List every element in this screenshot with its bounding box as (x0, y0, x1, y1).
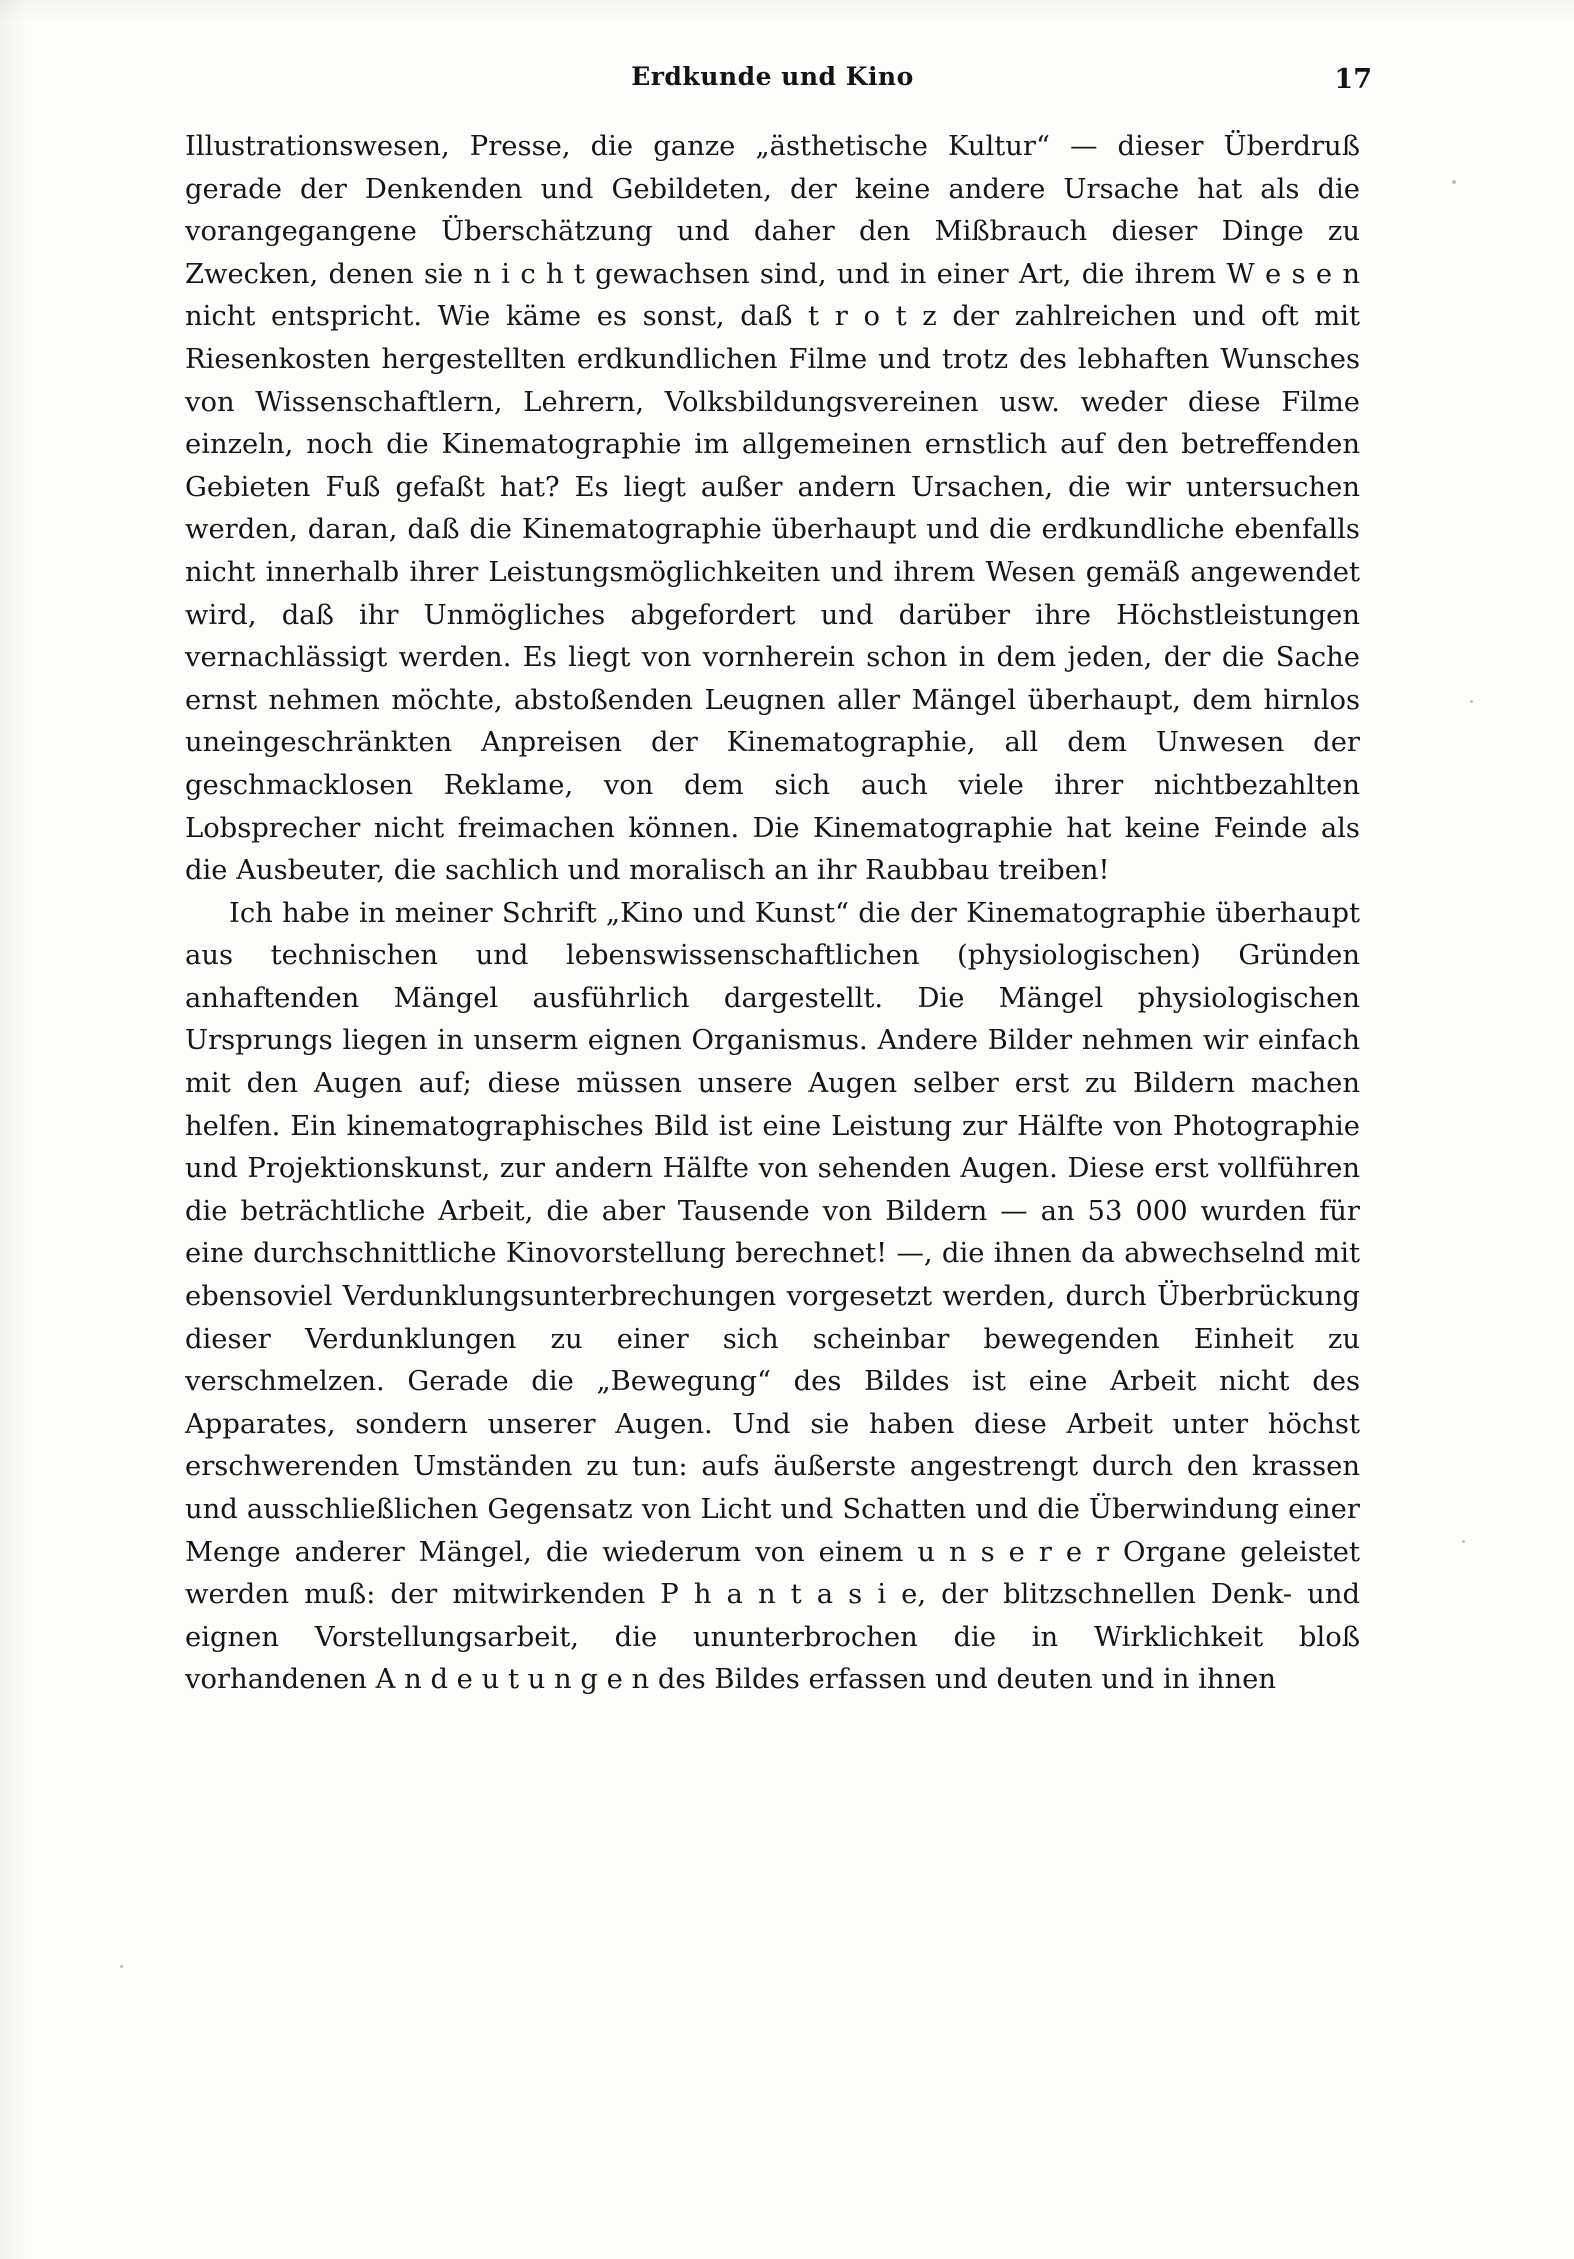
paragraph-2: Ich habe in meiner Schrift „Kino und Kunst“ die der Kinematographie überhaupt aus technischen und lebenswissenschaftlichen (physiologischen) Gründen anhaftenden Mängel ausführlich dargestellt. Die Mängel physiologischen Ursprungs liegen in unserm eignen Organismus. Andere Bilder nehmen wir einfach mit den Augen auf; diese müssen unsere Augen selber erst zu Bildern machen helfen. Ein kinematographisches Bild ist eine Leistung zur Hälfte von Photographie und Projektionskunst, zur andern Hälfte von sehenden Augen. Diese erst vollführen die beträchtliche Arbeit, die aber Tausende von Bildern — an 53 000 wurden für eine durchschnittliche Kinovorstellung berechnet! —, die ihnen da abwechselnd mit ebensoviel Verdunklungsunterbrechungen vorgesetzt werden, durch Überbrückung dieser Verdunklungen zu einer sich scheinbar bewegenden Einheit zu verschmelzen. Gerade die „Bewegung“ des Bildes ist eine Arbeit nicht des Apparates, sondern unserer Augen. Und sie haben diese Arbeit unter höchst erschwerenden Umständen zu tun: aufs äußerste angestrengt durch den krassen und ausschließlichen Gegensatz von Licht und Schatten und die Überwindung einer Menge anderer Mängel, die wiederum von einem u n s e r e r Organe geleistet werden muß: der mitwirkenden P h a n t a s i e, der blitzschnellen Denk- und eignen Vorstellungsarbeit, die ununterbrochen die in Wirklichkeit bloß vorhandenen A n d e u t u n g e n des Bildes erfassen und deuten und in ihnen (185, 897, 1360, 1696)
page-content (185, 62, 1372, 1702)
paragraph-1: Illustrationswesen, Presse, die ganze „ästhetische Kultur“ — dieser Überdruß gerade der Denkenden und Gebildeten, der keine andere Ursache hat als die vorangegangene Überschätzung und daher den Mißbrauch dieser Dinge zu Zwecken, denen sie n i c h t gewachsen sind, und in einer Art, die ihrem W e s e n nicht entspricht. Wie käme es sonst, daß t r o t z der zahlreichen und oft mit Riesenkosten hergestellten erdkundlichen Filme und trotz des lebhaften Wunsches von Wissenschaftlern, Lehrern, Volksbildungsvereinen usw. weder diese Filme einzeln, noch die Kinematographie im allgemeinen ernstlich auf den betreffenden Gebieten Fuß gefaßt hat? Es liegt außer andern Ursachen, die wir untersuchen werden, daran, daß die Kinematographie überhaupt und die erdkundliche ebenfalls nicht innerhalb ihrer Leistungsmöglichkeiten und ihrem Wesen gemäß angewendet wird, daß ihr Unmögliches abgefordert und darüber ihre Höchstleistungen vernachlässigt werden. Es liegt von vornherein schon in dem jeden, der die Sache ernst nehmen möchte, abstoßenden Leugnen aller Mängel überhaupt, dem hirnlos uneingeschränkten Anpreisen der Kinematographie, all dem Unwesen der geschmacklosen Reklame, von dem sich auch viele ihrer nichtbezahlten Lobsprecher nicht freimachen können. Die Kinematographie hat keine Feinde als die Ausbeuter, die sachlich und moralisch an ihr Raubbau treiben! (185, 131, 1360, 887)
page-edge-shading-top (0, 0, 1574, 22)
scan-speck (1452, 180, 1456, 184)
scan-speck (1462, 1540, 1465, 1543)
scan-speck (120, 1965, 123, 1968)
body-text (185, 126, 1360, 1702)
running-title: Erdkunde und Kino (631, 62, 914, 91)
scan-speck (1470, 700, 1473, 703)
page-edge-shading-left (0, 0, 28, 2259)
page-number: 17 (1334, 64, 1372, 95)
running-head (185, 62, 1372, 108)
